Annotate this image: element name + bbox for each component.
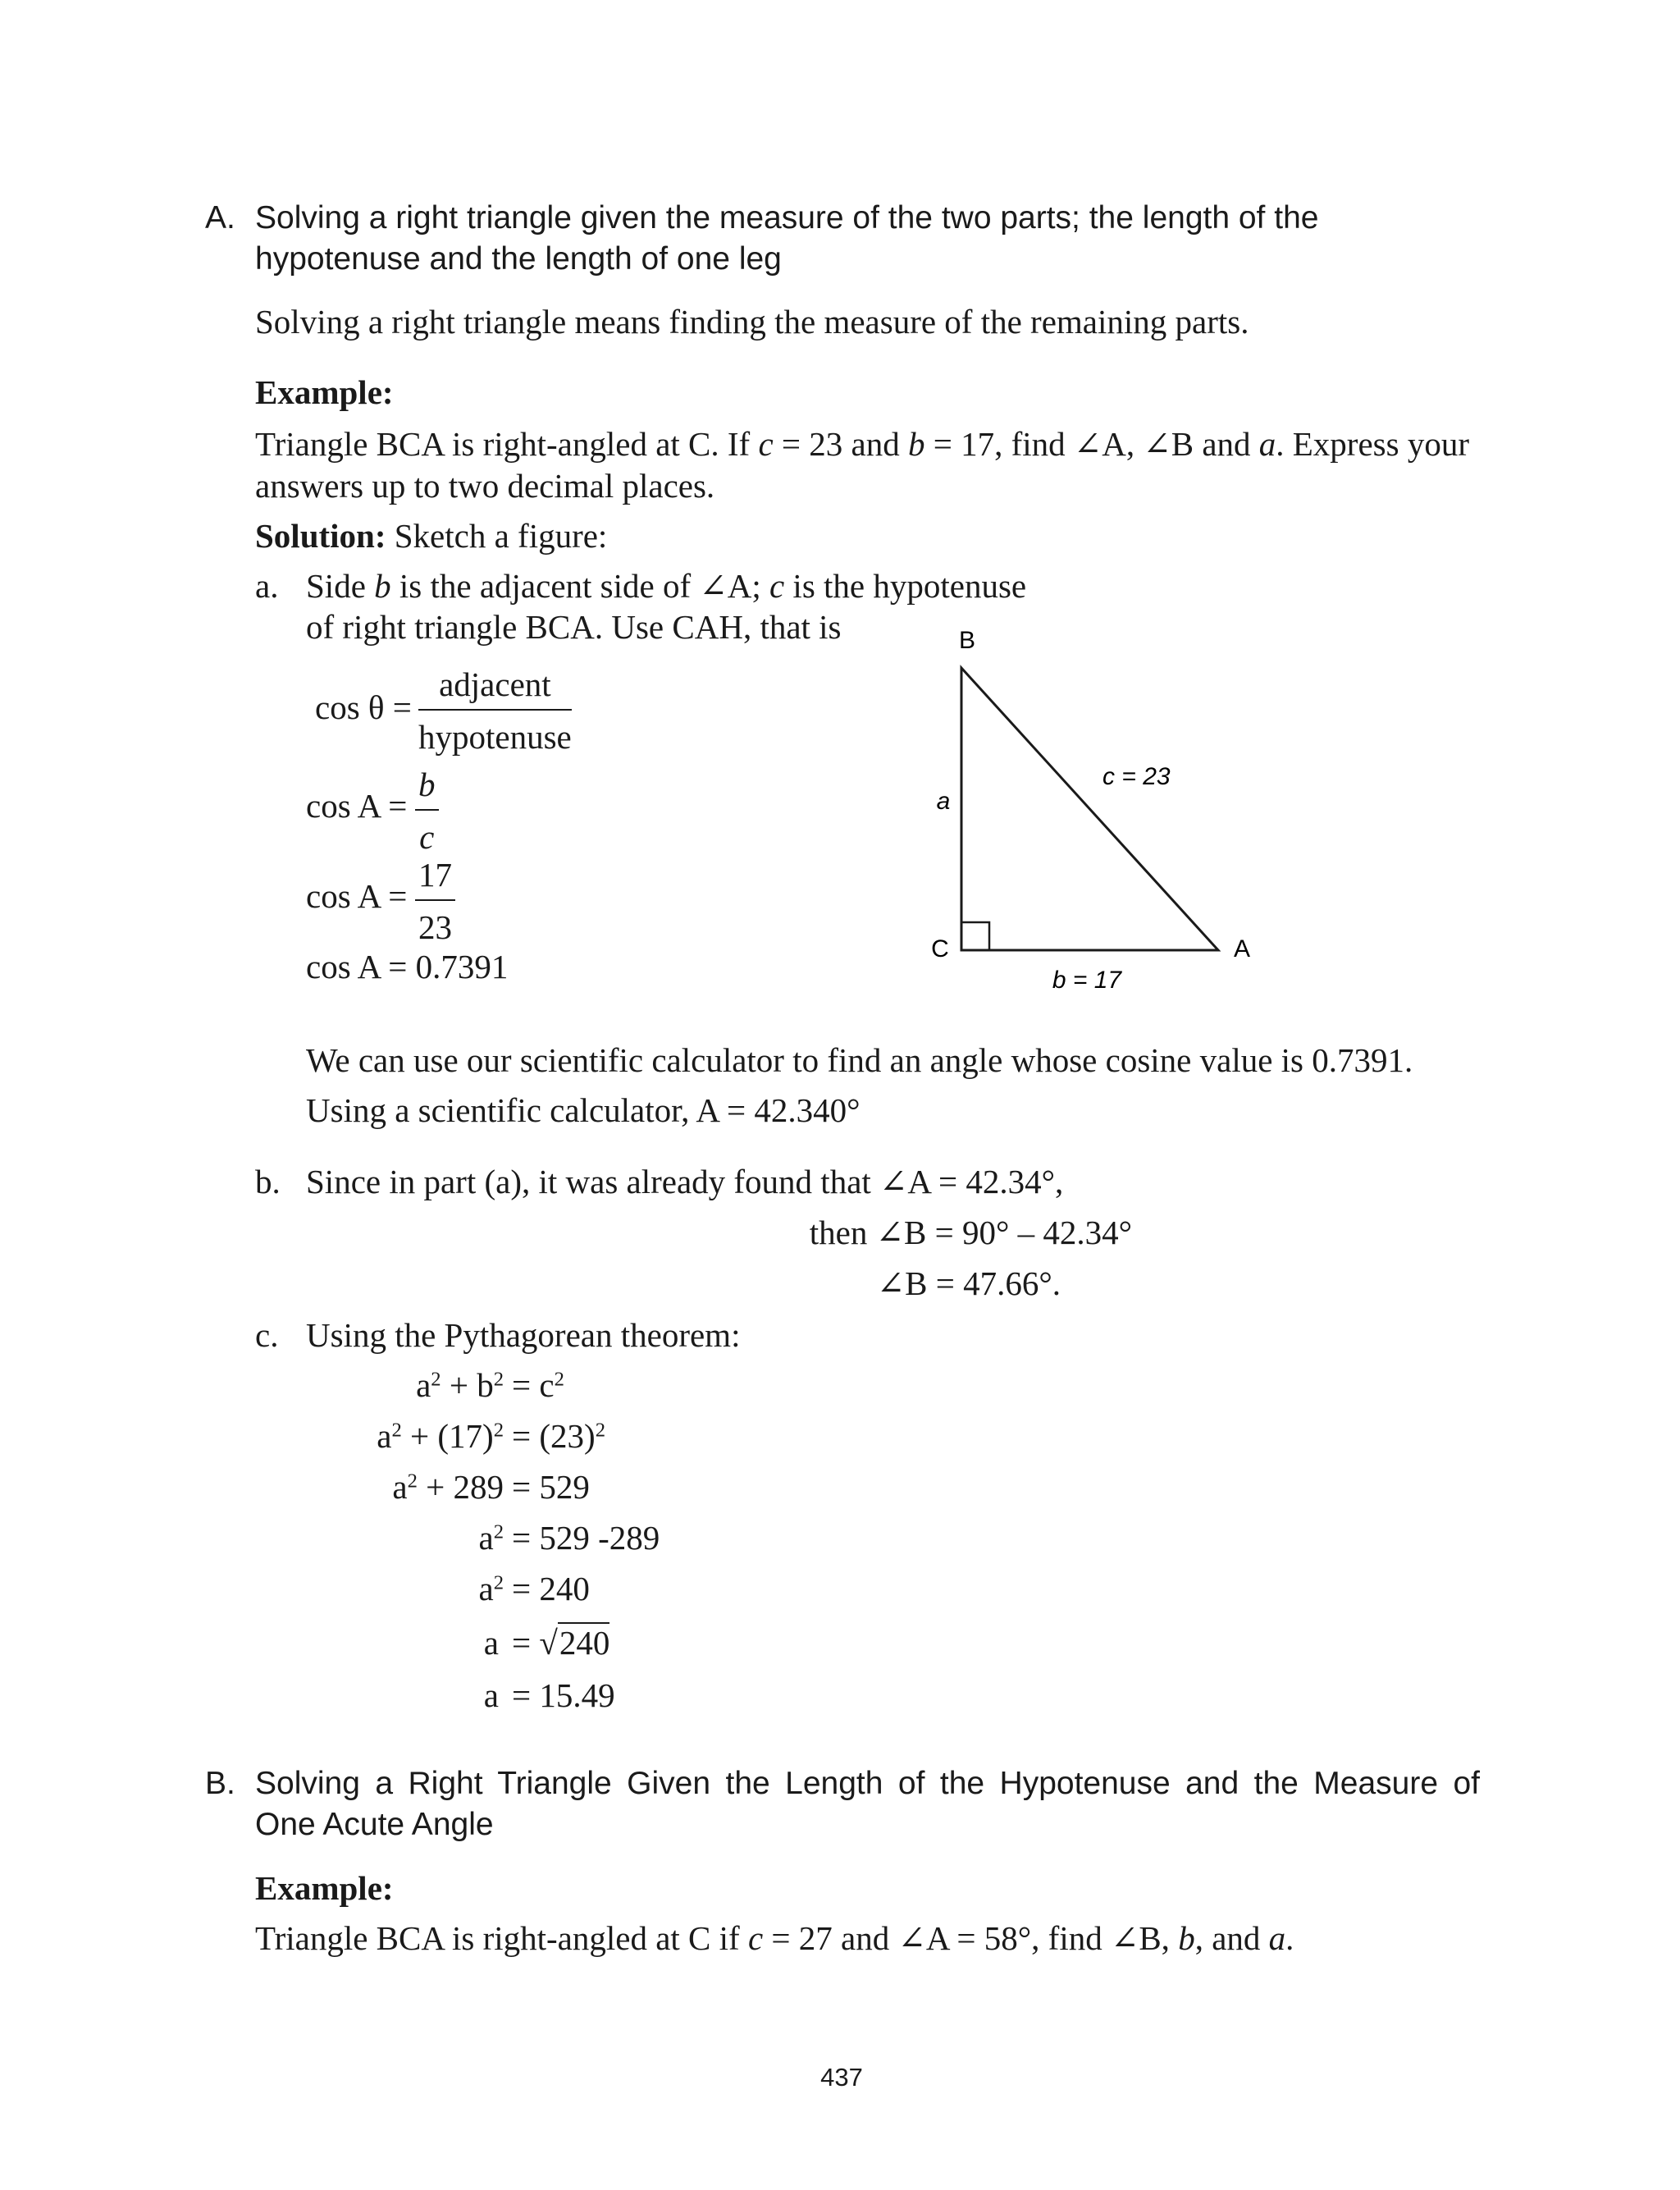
- side-a-label: a: [936, 788, 951, 815]
- vertex-c-label: C: [931, 935, 949, 962]
- part-b-line1: Since in part (a), it was already found that ∠A = 42.34°,: [306, 1163, 1064, 1200]
- part-a-line2: of right triangle BCA. Use CAH, that is: [306, 608, 842, 646]
- pyth-step5-lhs: $a^2$: [478, 1570, 504, 1607]
- eq2-denominator: c: [419, 818, 435, 856]
- section-a-title-line2: hypotenuse and the length of one leg: [255, 241, 782, 277]
- section-b-letter: B.: [205, 1766, 235, 1801]
- eq2-fraction: [415, 763, 439, 858]
- pyth-step4-rhs: = 529 -289: [512, 1519, 660, 1557]
- section-b-example-label: Example:: [255, 1869, 394, 1907]
- side-b-label: b = 17: [1052, 967, 1122, 994]
- eq1-lhs: cos θ =: [315, 688, 412, 726]
- pyth-step3-lhs: $a^2 + 289$: [392, 1468, 504, 1506]
- pyth-step7-rhs: = 15.49: [512, 1676, 615, 1714]
- calc-line2: Using a scientific calculator, A = 42.340°: [306, 1091, 861, 1129]
- section-a-problem-line2: answers up to two decimal places.: [255, 467, 715, 505]
- eq3-numerator: 17: [415, 853, 455, 901]
- right-angle-marker: [961, 922, 989, 950]
- eq1-fraction: [418, 663, 572, 758]
- section-a-example-label: Example:: [255, 373, 394, 411]
- section-a-letter: A.: [205, 200, 235, 235]
- pyth-step6-lhs: a: [483, 1624, 499, 1662]
- pyth-step2-lhs: $a^2 + (17)^2$: [377, 1417, 504, 1455]
- page-number: 437: [820, 2063, 863, 2092]
- eq3-fraction: [415, 853, 455, 949]
- eq3-lhs: cos A =: [306, 877, 408, 915]
- pyth-step2-rhs: = $(23)^2$: [512, 1417, 605, 1455]
- eq1-numerator: adjacent: [418, 663, 572, 711]
- part-b-line2: then ∠B = 90° – 42.34°: [809, 1214, 1132, 1251]
- eq3-denominator: 23: [418, 908, 452, 946]
- side-c-label: c = 23: [1102, 763, 1171, 790]
- section-b-title-line2: One Acute Angle: [255, 1807, 494, 1842]
- pyth-step4-lhs: $a^2$: [478, 1519, 504, 1557]
- part-c-marker: c.: [255, 1316, 279, 1354]
- section-b-problem: Triangle BCA is right-angled at C if c = 27 and ∠A = 58°, find ∠B, b, and a.: [255, 1919, 1294, 1957]
- part-b-marker: b.: [255, 1163, 281, 1200]
- calc-line1: We can use our scientific calculator to find an angle whose cosine value is 0.7391.: [306, 1041, 1413, 1079]
- eq4: cos A = 0.7391: [306, 948, 509, 985]
- part-b-line3: ∠B = 47.66°.: [876, 1264, 1061, 1302]
- pyth-step3-rhs: = 529: [512, 1468, 590, 1506]
- part-a-marker: a.: [255, 567, 279, 605]
- pyth-step1-lhs: $a^2 + b^2$: [416, 1366, 504, 1404]
- vertex-b-label: B: [958, 627, 976, 654]
- part-a-line1: Side b is the adjacent side of ∠A; c is the hypotenuse: [306, 567, 1027, 605]
- eq2-lhs: cos A =: [306, 787, 408, 825]
- part-c-intro: Using the Pythagorean theorem:: [306, 1316, 741, 1354]
- right-triangle-figure: [902, 624, 1296, 1001]
- section-a-solution: Solution: Sketch a figure:: [255, 517, 608, 555]
- eq1-denominator: hypotenuse: [418, 718, 572, 756]
- pyth-step6-rhs: = √240: [512, 1624, 610, 1662]
- section-b-title-line1: Solving a Right Triangle Given the Length of the Hypotenuse and the Measure of: [255, 1766, 1480, 1801]
- pyth-step5-rhs: = 240: [512, 1570, 590, 1607]
- vertex-a-label: A: [1233, 935, 1251, 962]
- section-a-definition: Solving a right triangle means finding the measure of the remaining parts.: [255, 303, 1249, 341]
- eq2-numerator: b: [415, 763, 439, 811]
- section-a-problem-line1: Triangle BCA is right-angled at C. If c = 23 and b = 17, find ∠A, ∠B and a. Express your: [255, 425, 1469, 463]
- triangle-shape: [961, 668, 1218, 950]
- pyth-step1-rhs: = $c^2$: [512, 1366, 564, 1404]
- section-a-title-line1: Solving a right triangle given the measure of the two parts; the length of the: [255, 200, 1319, 235]
- pyth-step7-lhs: a: [483, 1676, 499, 1714]
- square-root-radicand: 240: [559, 1624, 610, 1662]
